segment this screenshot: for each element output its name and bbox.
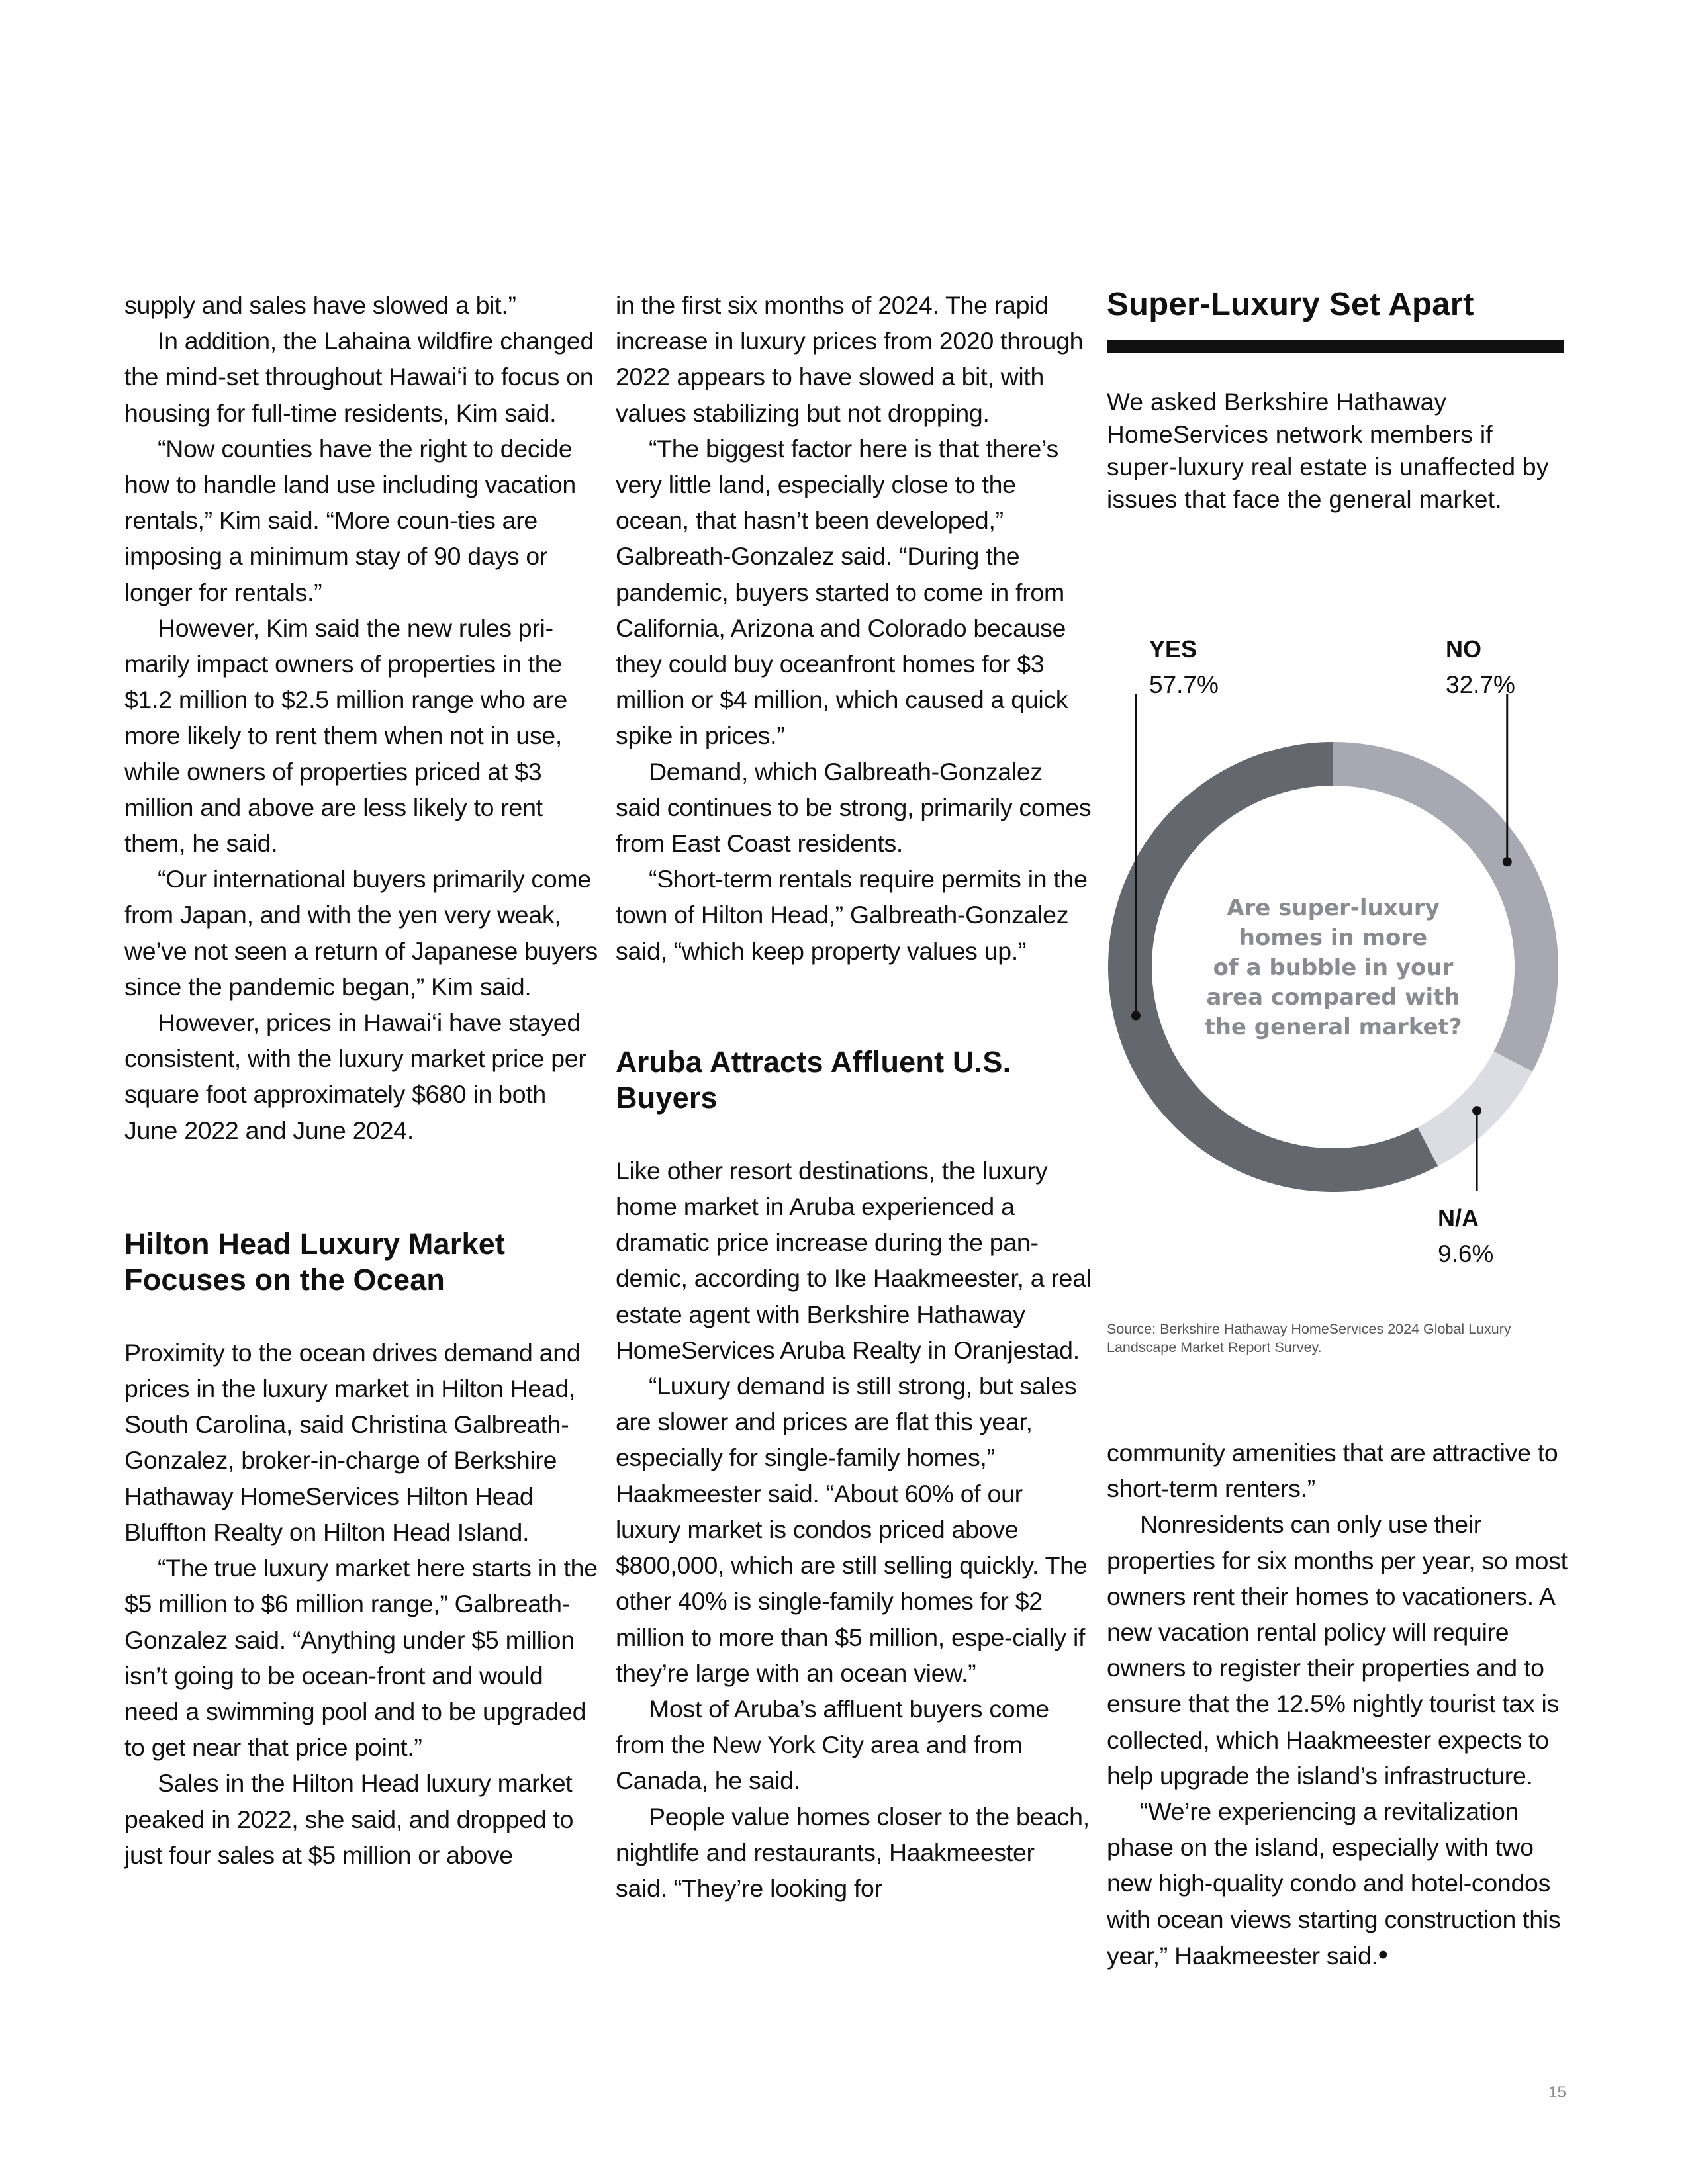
paragraph: supply and sales have slowed a bit.”	[124, 291, 516, 319]
page-number: 15	[1548, 2083, 1566, 2101]
slice-label: NO	[1446, 635, 1481, 662]
chart-center-question: Are super-luxury homes in more of a bubble in your area compared with the general market?	[1204, 895, 1462, 1040]
paragraph: “The true luxury market here starts in the $5 million to $6 million range,” Galbreath-Gonzalez said. “Anything under $5 million isn’t going to be ocean-front and would need a swimming pool and to be upgraded to get near that price point.”	[124, 1554, 598, 1762]
paragraph: Nonresidents can only use their properties for six months per year, so most owners rent their homes to vacationers. A new vacation rental policy will require owners to register their properties and to ensure that the 12.5% nightly tourist tax is collected, which Haakmeester expects to help upgrade the island’s infrastructure.	[1107, 1510, 1568, 1790]
paragraph-text: “We’re experiencing a revitalization phase on the island, especially with two new high-quality condo and hotel-condos with ocean views starting construction this year,” Haakmeester said.	[1107, 1797, 1561, 1970]
paragraph: community amenities that are attractive to short-term renters.”	[1107, 1439, 1558, 1503]
paragraph: In addition, the Lahaina wildfire changed the mind-set throughout Hawai‘i to focus on housing for full-time residents, Kim said.	[124, 327, 594, 427]
paragraph: However, prices in Hawai‘i have stayed consistent, with the luxury market price per square foot approximately $680 in both June 2022 and June 2024.	[124, 1009, 586, 1144]
paragraph: Demand, which Galbreath-Gonzalez said continues to be strong, primarily comes from East Coast residents.	[616, 757, 1092, 858]
paragraph: “Now counties have the right to decide how to handle land use including vacation rentals,” Kim said. “More coun-ties are imposing a minimum stay of 90 days or longer for rentals.”	[124, 434, 576, 606]
paragraph: Proximity to the ocean drives demand and prices in the luxury market in Hilton Head, South Carolina, said Christina Galbreath-Gonzalez, broker-in-charge of Berkshire Hathaway HomeServices Hilton Head Bluffton Realty on Hilton Head Island.	[124, 1338, 581, 1546]
paragraph: “Luxury demand is still strong, but sales are slower and prices are flat this year, especially for single-family homes,” Haakmeester said. “About 60% of our luxury market is condos priced above $800,000, which are still selling quickly. The other 40% is single-family homes for $2 million to more than $5 million, espe-cially if they’re large with an ocean view.”	[616, 1372, 1088, 1687]
slice-value-label: 9.6%	[1438, 1240, 1494, 1267]
paragraph: Like other resort destinations, the luxury home market in Aruba experienced a dramatic price increase during the pan-demic, according to Ike Haakmeester, a real estate agent with Berkshire Hathaway HomeServices Aruba Realty in Oranjestad.	[616, 1156, 1092, 1364]
paragraph: “Our international buyers primarily come from Japan, and with the yen very weak, we’ve not seen a return of Japanese buyers since the pandemic began,” Kim said.	[124, 865, 598, 1001]
donut-chart	[1107, 632, 1564, 1267]
paragraph: in the first six months of 2024. The rapid increase in luxury prices from 2020 through 2022 appears to have slowed a bit, with values stabilizing but not dropping.	[616, 291, 1084, 427]
sidebar-intro: We asked Berkshire Hathaway HomeServices network members if super-luxury real estate is unaffected by issues that face the general market.	[1107, 388, 1549, 513]
paragraph: Sales in the Hilton Head luxury market peaked in 2022, she said, and dropped to just four sales at $5 million or above	[124, 1769, 574, 1869]
paragraph: “Short-term rentals require permits in the town of Hilton Head,” Galbreath-Gonzalez said, “which keep property values up.”	[616, 865, 1088, 965]
sidebar-rule	[1107, 340, 1564, 353]
slice-value-label: 32.7%	[1446, 671, 1515, 698]
paragraph: “The biggest factor here is that there’s very little land, especially close to the ocean, that hasn’t been developed,” Galbreath-Gonzalez said. “During the pandemic, buyers started to come in from California, Arizona and Colorado because they could buy oceanfront homes for $3 million or $4 million, which caused a quick spike in prices.”	[616, 434, 1068, 750]
sidebar	[1107, 285, 1564, 516]
paragraph: However, Kim said the new rules pri-marily impact owners of properties in the $1.2 million to $2.5 million range who are more likely to rent them when not in use, while owners of properties priced at $3 million and above are less likely to rent them, he said.	[124, 614, 568, 858]
slice-label: YES	[1149, 635, 1197, 662]
slice-label: N/A	[1438, 1205, 1479, 1232]
paragraph: People value homes closer to the beach, nightlife and restaurants, Haakmeester said. “They’re looking for	[616, 1802, 1090, 1902]
chart-source-note: Source: Berkshire Hathaway HomeServices 2024 Global Luxury Landscape Market Report Survey.	[1107, 1321, 1511, 1355]
section-heading-hilton-head: Hilton Head Luxury Market Focuses on the Ocean	[124, 1226, 506, 1297]
article-column-3	[1107, 1435, 1570, 1974]
article-column-1	[124, 287, 601, 1873]
slice-value-label: 57.7%	[1149, 671, 1219, 698]
section-heading-aruba: Aruba Attracts Affluent U.S. Buyers	[616, 1044, 1011, 1115]
end-mark: •	[1378, 1938, 1388, 1971]
sidebar-title: Super-Luxury Set Apart	[1107, 287, 1474, 322]
paragraph: Most of Aruba’s affluent buyers come from the New York City area and from Canada, he said.	[616, 1694, 1049, 1795]
paragraph	[1107, 1794, 1570, 1974]
article-column-2	[616, 287, 1092, 1906]
